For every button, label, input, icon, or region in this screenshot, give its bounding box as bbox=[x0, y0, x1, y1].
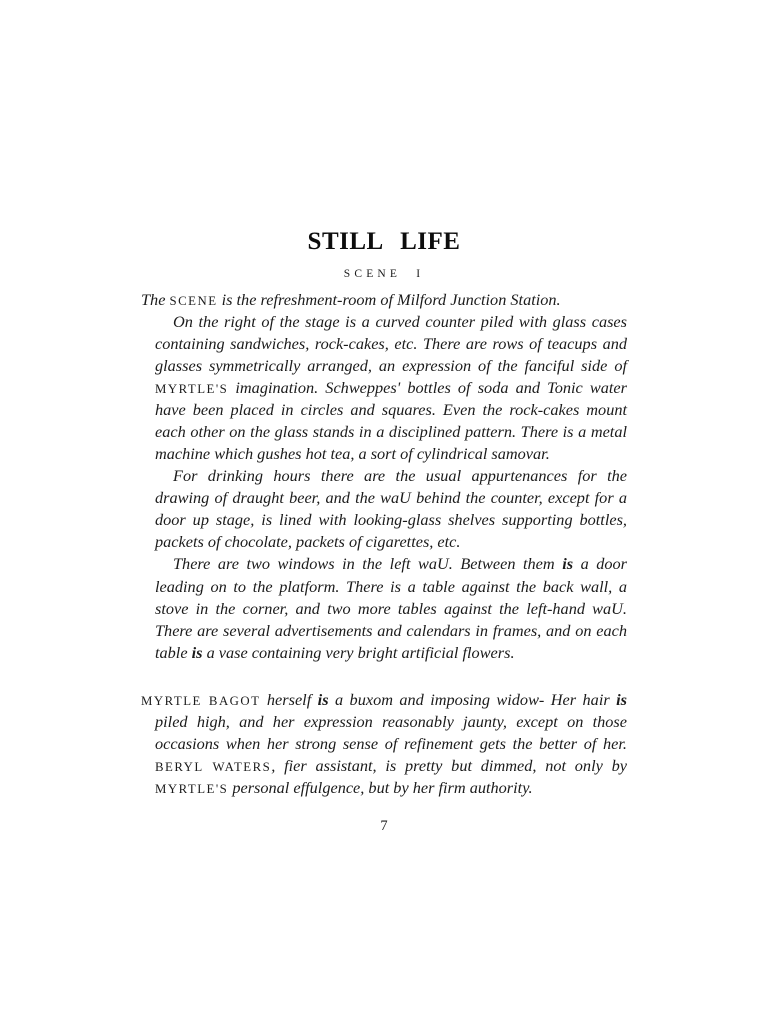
paragraph-separator bbox=[141, 664, 627, 689]
emphasised-word: is bbox=[191, 642, 203, 662]
page-number: 7 bbox=[380, 818, 388, 834]
stage-direction-paragraph bbox=[141, 289, 627, 311]
emphasised-word: is bbox=[317, 689, 329, 709]
small-caps-name: MYRTLE'S bbox=[155, 381, 229, 396]
stage-directions bbox=[141, 289, 627, 664]
emphasised-word: is bbox=[616, 689, 627, 709]
stage-direction-paragraph bbox=[141, 465, 627, 553]
text-run: , fier assistant, is pretty but dimmed, not only by bbox=[271, 756, 627, 776]
small-caps-name: SCENE bbox=[169, 293, 218, 308]
text-run: piled high, and her expression reasonably jaunty, except on those occasions when her strong sense of refinement gets the better of her. bbox=[155, 711, 627, 753]
text-run: imagination. Schweppes' bottles of soda and Tonic water have been placed in circles and squares. Even the rock-cakes mount each other on the glass stands in a disciplined pattern. There is a metal machine which gushes hot tea, a sort of cylindrical samovar. bbox=[155, 377, 627, 464]
text-run: a vase containing very bright artificial flowers. bbox=[202, 642, 515, 662]
small-caps-name: MYRTLE BAGOT bbox=[141, 693, 261, 708]
text-run: is the refreshment-room of Milford Junction Station. bbox=[217, 289, 561, 309]
text-run: a buxom and imposing widow- Her hair bbox=[328, 689, 617, 709]
emphasised-word: is bbox=[562, 554, 574, 574]
text-run: For drinking hours there are the usual appurtenances for the drawing of draught beer, and the waU behind the counter, except for a door up stage, is lined with looking-glass shelves supporting bottles, packets of chocolate, packets of cigarettes, etc. bbox=[155, 466, 627, 552]
small-caps-name: MYRTLE'S bbox=[155, 782, 229, 797]
text-run: The bbox=[141, 289, 170, 309]
scene-heading: SCENE I bbox=[343, 267, 425, 280]
stage-direction-paragraph bbox=[141, 311, 627, 466]
text-run: Between them bbox=[460, 554, 563, 574]
small-caps-name: BERYL WATERS bbox=[155, 760, 272, 775]
text-run: On the right of the stage is a curved counter piled with glass cases containing sandwiches, rock-cakes, etc. There are rows of teacups and glasses symmetrically arranged, an expression of the fanciful side of bbox=[155, 311, 627, 375]
text-run: herself bbox=[260, 689, 318, 709]
text-run: There are two windows in the left waU. bbox=[173, 554, 461, 574]
text-run: a door leading on to the platform. There is a table against the back wall, a stove in the corner, and two more tables against the left-hand waU. There are several advertisements and calendars in frames, and on each table bbox=[155, 554, 628, 662]
text-run: personal effulgence, but by her firm authority. bbox=[228, 778, 533, 798]
stage-direction-paragraph bbox=[141, 553, 627, 663]
character-description-paragraph bbox=[141, 689, 627, 799]
text-block bbox=[141, 228, 627, 799]
page-title: STILL LIFE bbox=[307, 228, 461, 255]
